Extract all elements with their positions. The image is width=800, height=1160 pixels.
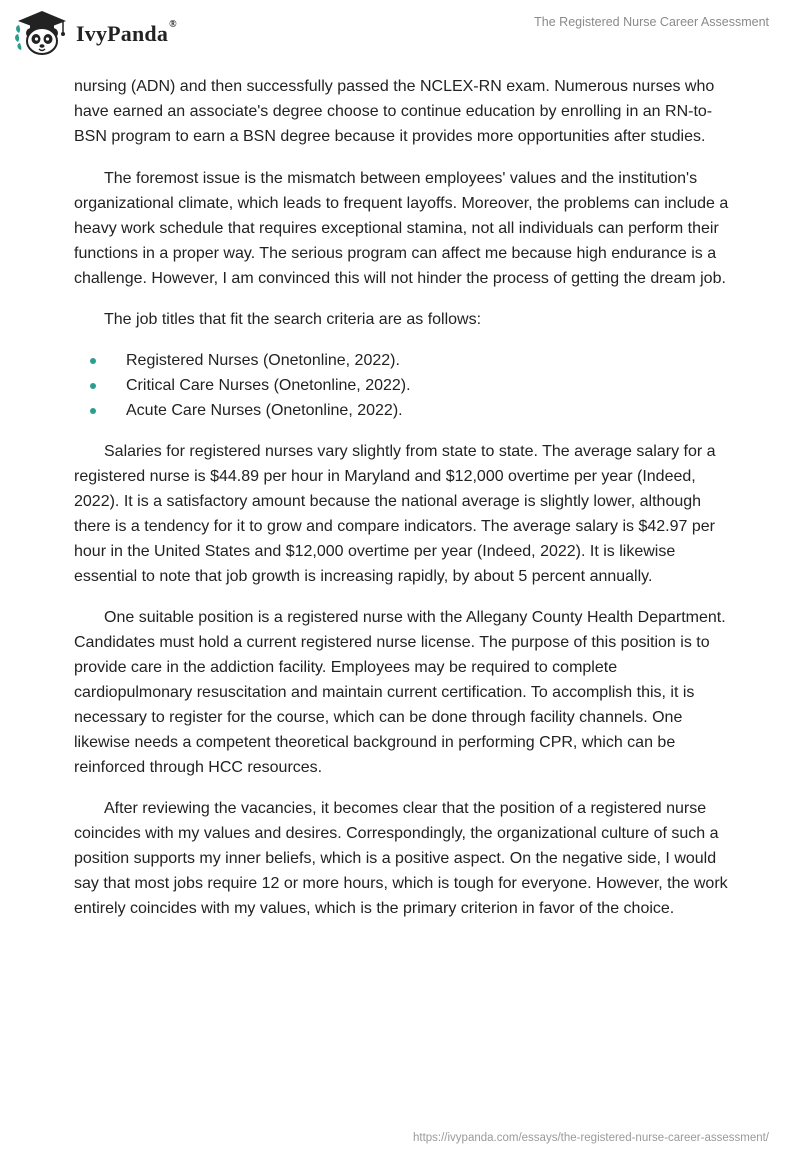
essay-body [74,74,734,937]
paragraph-2: The foremost issue is the mismatch between employees' values and the institution's organizational climate, which leads to frequent layoffs. Moreover, the problems can include a heavy work schedule that requires exceptional stamina, not all individuals can perform their functions in a proper way. The serious program can affect me because high endurance is a challenge. However, I am convinced this will not hinder the process of getting the dream job. [74,170,729,287]
paragraph-6: After reviewing the vacancies, it becomes clear that the position of a registered nurse coincides with my values and desires. Correspondingly, the organizational culture of such a position supports my inner beliefs, which is a positive aspect. On the negative side, I would say that most jobs require 12 or more hours, which is tough for everyone. However, the work entirely coincides with my values, which is the primary criterion in favor of the choice. [74,800,728,917]
panda-graduate-icon [14,9,70,57]
list-item-text: Acute Care Nurses (Onetonline, 2022). [126,402,403,419]
registered-mark: ® [169,19,177,30]
paragraph-3: The job titles that fit the search criteria are as follows: [104,311,482,328]
list-item [74,398,734,423]
paragraph-5: One suitable position is a registered nurse with the Allegany County Health Department. Candidates must hold a current registered nurse license. The purpose of this position is to provide care in the addiction facility. Employees may be required to complete cardiopulmonary resuscitation and maintain current certification. To accomplish this, it is necessary to register for the course, which can be done through facility channels. One likewise needs a competent theoretical background in performing CPR, which can be reinforced through HCC resources. [74,609,726,776]
ivypanda-logo[interactable] [14,9,177,57]
document-title: The Registered Nurse Career Assessment [534,15,769,29]
logo-wordmark [76,21,177,47]
bullet-icon [90,358,96,364]
bullet-icon [90,383,96,389]
job-titles-list [74,348,734,423]
paragraph-1: nursing (ADN) and then successfully passed the NCLEX-RN exam. Numerous nurses who have earned an associate's degree choose to continue education by enrolling in an RN-to-BSN program to earn a BSN degree because it provides more opportunities after studies. [74,78,715,145]
logo-name: IvyPanda [76,21,169,46]
list-item-text: Critical Care Nurses (Onetonline, 2022). [126,377,411,394]
bullet-icon [90,408,96,414]
list-item-text: Registered Nurses (Onetonline, 2022). [126,352,400,369]
list-item [74,373,734,398]
page-header [0,0,800,66]
source-url-link[interactable]: https://ivypanda.com/essays/the-registered-nurse-career-assessment/ [412,1132,769,1144]
list-item [74,348,734,373]
paragraph-4: Salaries for registered nurses vary slightly from state to state. The average salary for a registered nurse is $44.89 per hour in Maryland and $12,000 overtime per year (Indeed, 2022). It is a satisfactory amount because the national average is slightly lower, although there is a tendency for it to grow and compare indicators. The average salary is $42.97 per hour in the United States and $12,000 overtime per year (Indeed, 2022). It is likewise essential to note that job growth is increasing rapidly, by about 5 percent annually. [74,443,716,585]
